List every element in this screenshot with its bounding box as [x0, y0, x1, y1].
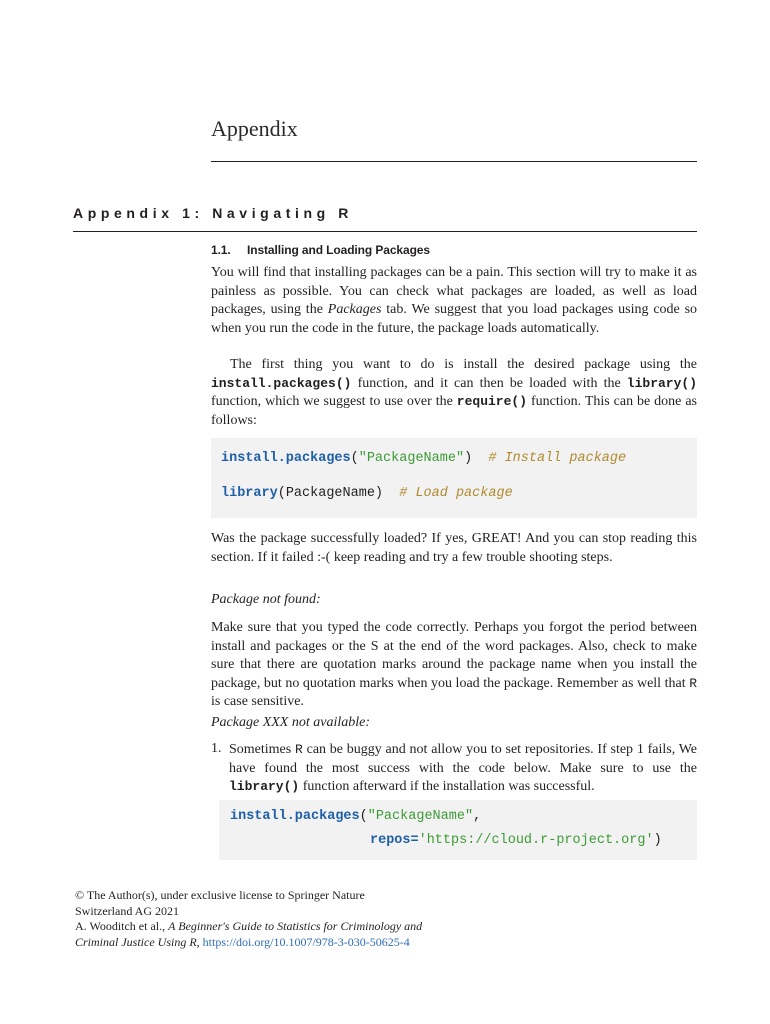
- code-paren: (: [350, 451, 359, 466]
- code-comment: # Load package: [399, 486, 513, 501]
- citation-line-2: [75, 935, 535, 951]
- package-not-found-heading: Package not found:: [211, 592, 321, 607]
- code-function: library: [221, 486, 278, 501]
- install-text-c: function, which we suggest to use over the: [211, 394, 453, 409]
- not-found-text: Make sure that you typed the code correctly. Perhaps you forgot the period between install and packages or the S at the end of the word packages. Also, check to make sure that there are quotation marks around the package name when you install the package, but no quotation marks when you load the package. Remember as well that: [211, 620, 697, 691]
- result-paragraph: Was the package successfully loaded? If yes, GREAT! And you can stop reading this section. If it failed :-( keep reading and try a few trouble shooting steps.: [211, 531, 697, 565]
- publisher-line: Switzerland AG 2021: [75, 903, 179, 918]
- package-not-found-paragraph: [211, 619, 697, 712]
- inline-code-r: R: [295, 742, 303, 757]
- intro-text-end: tab. We suggest that you load packages using code so when you run the code in the future, the package loads automatically.: [211, 302, 698, 336]
- doi-link[interactable]: https://doi.org/10.1007/978-3-030-50625-4: [202, 934, 410, 949]
- install-paragraph: [211, 356, 697, 430]
- subsection-heading: [211, 243, 430, 257]
- code-comma: ,: [473, 809, 482, 824]
- code-block-repos: [219, 800, 697, 860]
- inline-code-r: R: [689, 675, 697, 691]
- code-block-install: [211, 438, 697, 518]
- book-title: A Beginner's Guide to Statistics for Criminology and: [168, 919, 423, 933]
- code-line-install-repos: [230, 809, 481, 824]
- code-string: "PackageName": [358, 451, 465, 466]
- chapter-title: Appendix: [211, 116, 298, 141]
- list-item-number: 1.: [211, 741, 222, 756]
- install-text-b: function, and it can then be loaded with the: [357, 375, 621, 391]
- code-string: 'https://cloud.r-project.org': [418, 833, 654, 848]
- code-line-repos: [370, 833, 662, 848]
- authors: A. Wooditch et al.,: [75, 919, 166, 933]
- install-text-d: function. This can be done as follows:: [211, 394, 698, 428]
- not-found-text-end: is case sensitive.: [211, 694, 304, 709]
- inline-code-library: library(): [229, 779, 300, 794]
- code-line-library: [221, 486, 513, 501]
- copyright-line: © The Author(s), under exclusive license to Springer Nature: [75, 888, 365, 902]
- install-text-a: The first thing you want to do is install the desired package using the: [230, 357, 697, 372]
- code-paren: ): [653, 833, 662, 848]
- list-text-a: Sometimes: [229, 742, 292, 757]
- section-rule: [73, 231, 697, 232]
- copyright-footer: [75, 888, 535, 950]
- list-item-text: [229, 741, 697, 797]
- separator: ,: [196, 934, 200, 949]
- code-line-install: [221, 451, 626, 466]
- intro-paragraph: [211, 264, 697, 338]
- packages-tab-term: Packages: [327, 302, 382, 317]
- list-text-c: function afterward if the installation was successful.: [302, 779, 595, 794]
- package-not-available-heading: Package XXX not available:: [211, 715, 370, 730]
- citation-line: [75, 919, 535, 935]
- section-title: Appendix 1: Navigating R: [73, 205, 353, 221]
- subsection-title: Installing and Loading Packages: [247, 243, 430, 257]
- code-paren: (: [359, 809, 368, 824]
- inline-code-require: require(): [456, 394, 528, 409]
- book-title-end: Criminal Justice Using R: [75, 934, 197, 949]
- code-function: install.packages: [221, 451, 351, 466]
- code-function: install.packages: [230, 809, 360, 824]
- intro-text: You will find that installing packages can be a pain. This section will try to make it as painless as possible. You can check what packages are loaded, as well as load packages, using the: [211, 265, 697, 317]
- inline-code-install: install.packages(): [211, 375, 352, 391]
- code-argument: (PackageName): [277, 486, 384, 501]
- inline-code-library: library(): [626, 375, 698, 391]
- code-paren: ): [464, 451, 473, 466]
- code-argument: repos=: [370, 833, 419, 848]
- list-text-b: can be buggy and not allow you to set repositories. If step 1 fails, We have found the most success with the code below. Make sure to use the: [229, 742, 698, 776]
- code-string: "PackageName": [367, 809, 474, 824]
- subsection-number: 1.1.: [211, 243, 231, 257]
- code-comment: # Install package: [488, 451, 627, 466]
- chapter-rule: [211, 161, 697, 162]
